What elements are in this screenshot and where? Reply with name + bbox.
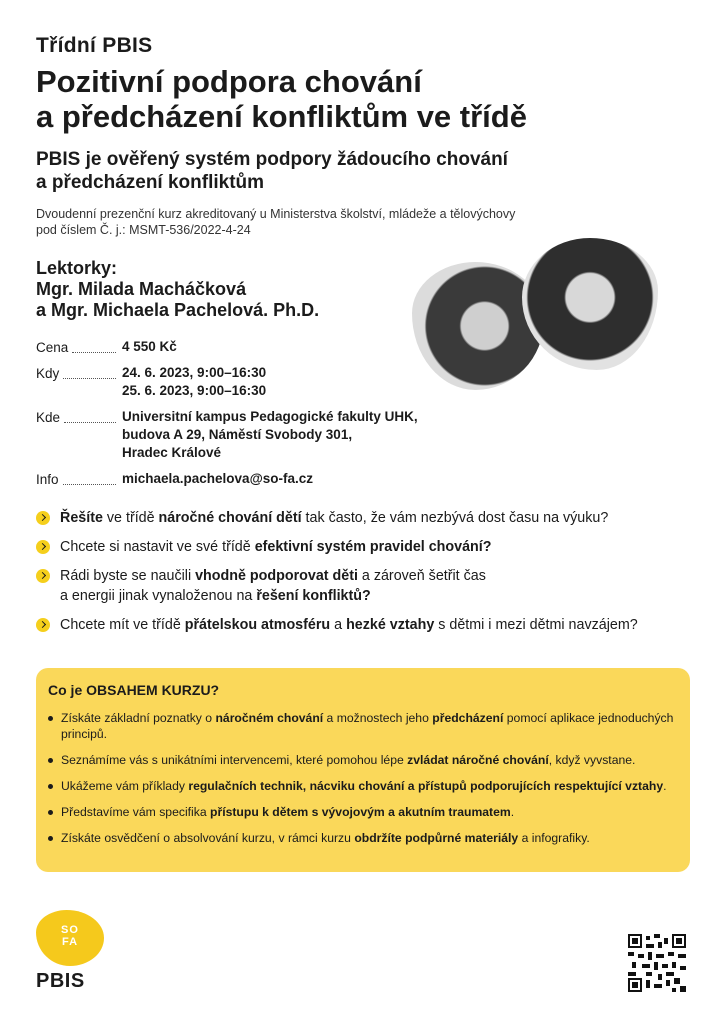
date-row: [36, 364, 418, 400]
course-info: [36, 338, 418, 496]
subtitle: PBIS je ověřený systém podpory žádoucího chování a předcházení konfliktům: [36, 149, 508, 193]
place-row: [36, 408, 418, 462]
contact-row: [36, 470, 418, 488]
list-item: Ukážeme vám příklady regulačních technik, nácviku chování a přístupů podporujících respektující vztahy.: [48, 778, 678, 794]
lecturers-heading: Lektorky:: [36, 258, 118, 278]
place-label: Kde: [36, 409, 61, 425]
list-item: Seznámíme vás s unikátními intervencemi, které pomohou lépe zvládat náročné chování, když vyvstane.: [48, 752, 678, 768]
contact-email[interactable]: michaela.pachelova@so-fa.cz: [122, 471, 313, 486]
contact-label: Info: [36, 471, 59, 487]
list-item: Získáte osvědčení o absolvování kurzu, v rámci kurzu obdržíte podpůrné materiály a infografiky.: [48, 830, 678, 846]
course-content-heading: Co je OBSAHEM KURZU?: [48, 682, 220, 698]
bullet-icon: [48, 810, 53, 815]
list-item: Získáte základní poznatky o náročném chování a možnostech jeho předcházení pomocí aplikace jednoduchých principů.: [48, 710, 678, 742]
list-item: Rádi byste se naučili vhodně podporovat děti a zároveň šetřit čas a energii jinak vynaloženou na řešení konfliktů?: [36, 566, 696, 606]
list-item: Chcete si nastavit ve své třídě efektivní systém pravidel chování?: [36, 537, 696, 557]
list-item: Chcete mít ve třídě přátelskou atmosféru a hezké vztahy s dětmi i mezi dětmi navzájem?: [36, 615, 696, 635]
list-item: Představíme vám specifika přístupu k dětem s vývojovým a akutním traumatem.: [48, 804, 678, 820]
lecturer-photo-2: [522, 238, 658, 370]
chevron-right-icon: [36, 511, 50, 525]
kicker: Třídní PBIS: [36, 34, 153, 57]
chevron-right-icon: [36, 569, 50, 583]
bullet-icon: [48, 836, 53, 841]
bullet-icon: [48, 758, 53, 763]
date-value: 24. 6. 2023, 9:00–16:30 25. 6. 2023, 9:00–16:30: [122, 365, 267, 398]
page-title: Pozitivní podpora chování a předcházení konfliktům ve třídě: [36, 64, 527, 134]
date-label: Kdy: [36, 365, 60, 381]
accreditation-note: Dvoudenní prezenční kurz akreditovaný u Ministerstva školství, mládeže a tělovýchovy pod číslem Č. j.: MSMT-536/2022-4-24: [36, 207, 516, 237]
sofa-logo: SO FA: [36, 910, 104, 966]
qr-code-icon[interactable]: [628, 934, 686, 992]
lecturers-names: Mgr. Milada Macháčková a Mgr. Michaela Pachelová. Ph.D.: [36, 279, 320, 320]
list-item: Řešíte ve třídě náročné chování dětí tak často, že vám nezbývá dost času na výuku?: [36, 508, 696, 528]
place-value: Universitní kampus Pedagogické fakulty UHK, budova A 29, Náměstí Svobody 301, Hradec Králové: [122, 409, 418, 460]
price-row: [36, 338, 418, 356]
question-list: [36, 508, 696, 644]
bullet-icon: [48, 784, 53, 789]
price-value: 4 550 Kč: [122, 339, 177, 354]
chevron-right-icon: [36, 540, 50, 554]
course-content-list: [48, 710, 678, 856]
brand-pbis: PBIS: [36, 970, 85, 992]
course-content-box: [36, 668, 690, 872]
chevron-right-icon: [36, 618, 50, 632]
price-label: Cena: [36, 339, 69, 355]
bullet-icon: [48, 716, 53, 721]
